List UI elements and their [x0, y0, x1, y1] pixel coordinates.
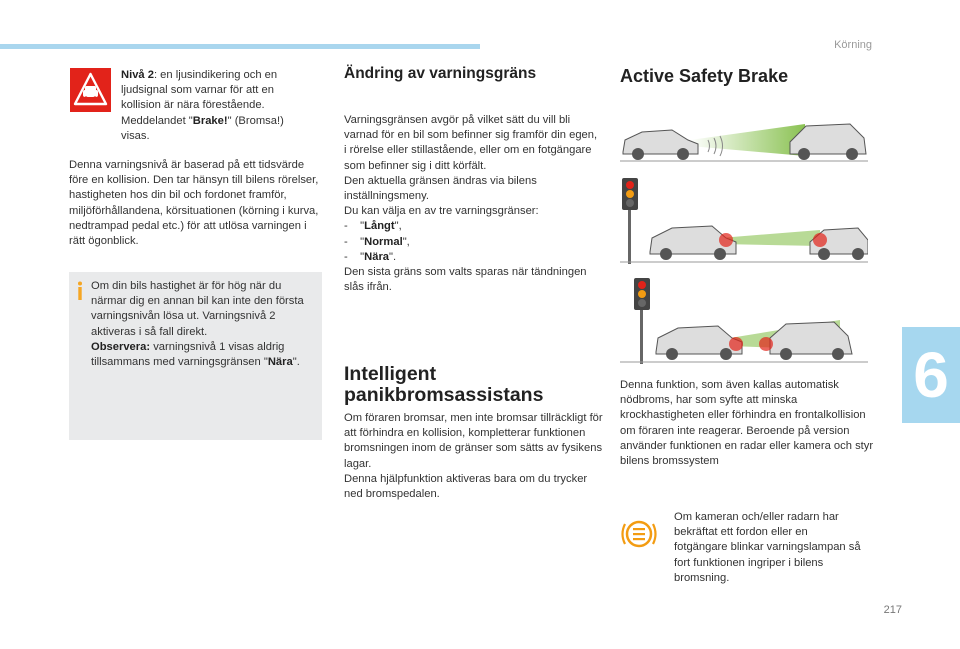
option-normal: Normal: [364, 235, 403, 248]
threshold-p2: Den aktuella gränsen ändras via bilens inställningsmeny.: [344, 174, 537, 203]
level2-text-end: " (Bromsa!) visas.: [121, 114, 284, 142]
brake-message: Brake!: [192, 114, 228, 127]
brake-assist-p2: Denna hjälpfunktion aktiveras bara om du trycker ned bromspedalen.: [344, 472, 588, 501]
illustration-braking-scenario: [620, 276, 868, 366]
asb-heading-block: [620, 66, 870, 87]
option-item: - "Långt",: [344, 220, 402, 233]
header-accent-bar: [0, 44, 480, 49]
heading-line-2: panikbromsassistans: [344, 384, 544, 406]
info-icon: [76, 281, 84, 301]
page-number: 217: [883, 604, 902, 616]
option-nara: Nära: [364, 250, 390, 263]
threshold-p3: Du kan välja en av tre varningsgränser:: [344, 205, 539, 218]
brake-assist-text: [344, 411, 604, 502]
note-text-3: ".: [292, 356, 300, 369]
asb-paragraph: Denna funktion, som även kallas automatisk nödbroms, har som syfte att minska krockhastigheten eller förhindra en frontalkollision om föraren inte reagerar. Beroende på version använder funktionen en radar eller kamera och styr bilens bromssystem: [620, 379, 874, 468]
level2-title: Nivå 2: [121, 69, 154, 81]
section-title: Körning: [834, 39, 872, 51]
section-heading-threshold: Ändring av varningsgräns: [344, 65, 537, 82]
warning-level-paragraph: Denna varningsnivå är baserad på ett tidsvärde före en kollision. Den tar hänsyn till bilens rörelser, hastigheten hos din bil och fordonet framför, miljöförhållandena, körsituationen (körning i kurva, nedtrampad pedal etc.) för att utlösa varningen i rätt ögonblick.: [69, 159, 319, 248]
middle-heading-block: [344, 66, 604, 81]
level2-description: [121, 68, 311, 144]
note-text-1: Om din bils hastighet är för hög när du närmar dig en annan bil kan inte den första varningsnivån lösa ut. Varningsnivå 2 aktiveras i så fall direkt.: [91, 280, 304, 338]
note-text-2: varningsnivå 1 visas aldrig tillsammans med varningsgränsen ": [91, 340, 285, 369]
collision-warning-icon: [70, 68, 111, 112]
illustration-car-following: [620, 110, 868, 168]
level2-text: : en ljusindikering och en ljudsignal som varnar för att en kollision är nära förestående. Meddelandet ": [121, 69, 278, 127]
brake-assist-p1: Om föraren bromsar, men inte bromsar tillräckligt för att förhindra en kollision, kompletterar funktionen bromsningen inom de gränser som sätts av fysikens lagar.: [344, 412, 603, 470]
chapter-number: 6: [913, 339, 949, 411]
note-text: [91, 279, 317, 370]
active-safety-brake-warning-icon: [620, 515, 658, 553]
threshold-p4: Den sista gräns som valts sparas när tändningen slås ifrån.: [344, 266, 587, 294]
threshold-text: [344, 113, 602, 295]
brake-assist-heading: [344, 364, 604, 406]
chapter-tab: [902, 327, 960, 423]
illustration-stopped-vehicle: [620, 176, 868, 266]
section-heading-asb: Active Safety Brake: [620, 66, 789, 86]
option-item: - "Nära".: [344, 250, 397, 263]
nara-label: Nära: [267, 356, 293, 369]
threshold-p1: Varningsgränsen avgör på vilket sätt du vill bli varnad för en bil som befinner sig framför din egen, i rörelse eller stillastående, eller om en fotgängare som befinner sig i ditt körfält.: [344, 114, 598, 172]
option-langt: Långt: [364, 220, 395, 233]
asb-note: Om kameran och/eller radarn har bekräftat ett fordon eller en fotgängare blinkar varningslampan så fort funktionen ingriper i bilens bromsning.: [674, 511, 861, 584]
option-item: - "Normal",: [344, 235, 410, 248]
observe-label: Observera:: [91, 340, 151, 353]
heading-line-1: Intelligent: [344, 363, 437, 385]
